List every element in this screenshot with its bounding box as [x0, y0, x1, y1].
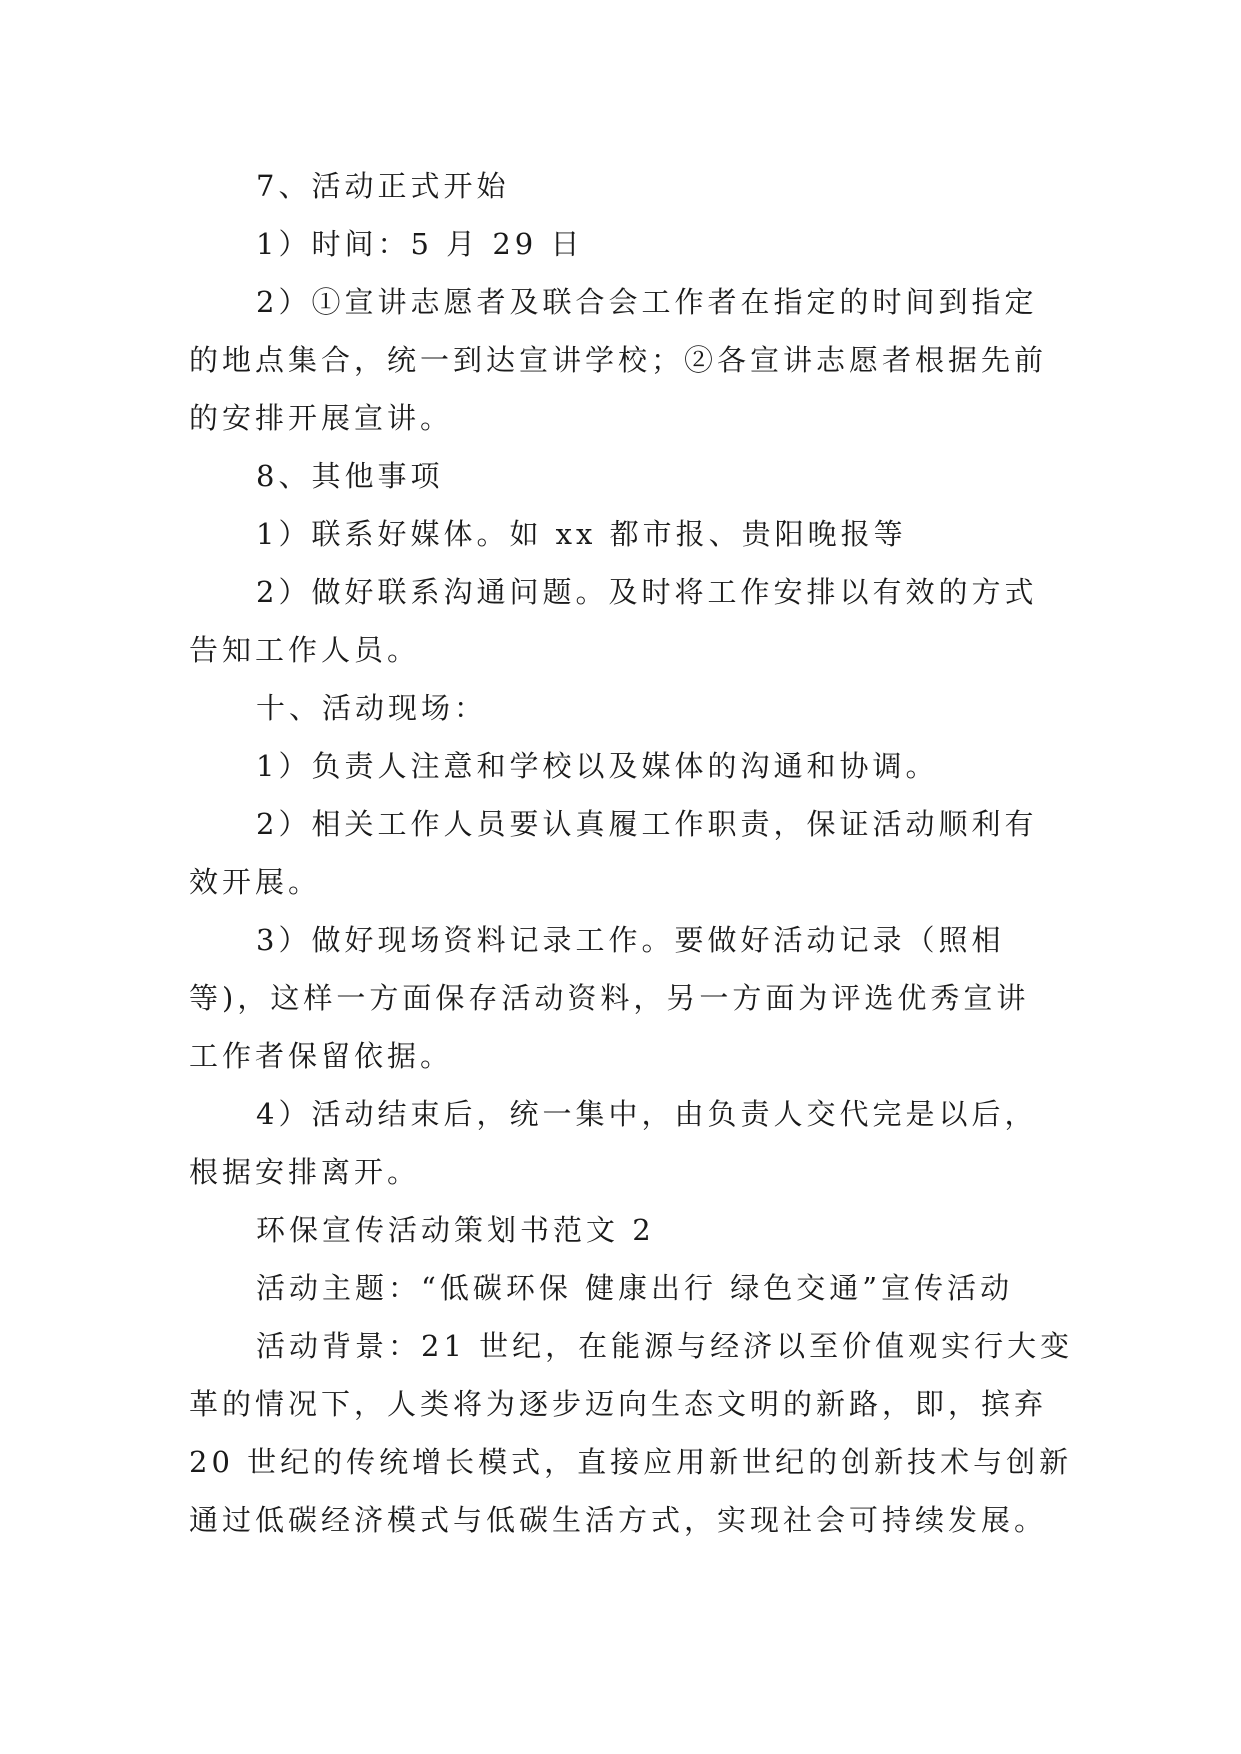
paragraph-line: 活动主题：“低碳环保 健康出行 绿色交通”宣传活动: [256, 1271, 1014, 1305]
section-heading-10: 十、活动现场：: [256, 691, 488, 725]
paragraph-line: 告知工作人员。: [189, 633, 421, 667]
section-heading-8: 8、其他事项: [256, 459, 444, 493]
paragraph-line: 根据安排离开。: [189, 1155, 421, 1189]
document-subtitle: 环保宣传活动策划书范文 2: [256, 1213, 655, 1247]
paragraph-line: 2）①宣讲志愿者及联合会工作者在指定的时间到指定: [256, 285, 1038, 319]
paragraph-line: 2）相关工作人员要认真履工作职责，保证活动顺利有: [256, 807, 1038, 841]
section-heading-7: 7、活动正式开始: [256, 169, 510, 203]
paragraph-line: 的安排开展宣讲。: [189, 401, 454, 435]
paragraph-line: 1）负责人注意和学校以及媒体的沟通和协调。: [256, 749, 939, 783]
paragraph-line: 3）做好现场资料记录工作。要做好活动记录（照相: [256, 923, 1005, 957]
paragraph-line: 等)，这样一方面保存活动资料，另一方面为评选优秀宣讲: [189, 981, 1030, 1015]
paragraph-line: 效开展。: [189, 865, 322, 899]
paragraph-line: 工作者保留依据。: [189, 1039, 454, 1073]
paragraph-line: 1）联系好媒体。如 xx 都市报、贵阳晚报等: [256, 517, 907, 551]
paragraph-line: 通过低碳经济模式与低碳生活方式，实现社会可持续发展。: [189, 1503, 1048, 1537]
paragraph-line: 活动背景：21 世纪，在能源与经济以至价值观实行大变: [256, 1329, 1074, 1363]
paragraph-line: 的地点集合，统一到达宣讲学校；②各宣讲志愿者根据先前: [189, 343, 1048, 377]
paragraph-line: 1）时间：5 月 29 日: [256, 227, 584, 261]
paragraph-line: 20 世纪的传统增长模式，直接应用新世纪的创新技术与创新: [189, 1445, 1073, 1479]
paragraph-line: 革的情况下，人类将为逐步迈向生态文明的新路，即，摈弃: [189, 1387, 1048, 1421]
paragraph-line: 4）活动结束后，统一集中，由负责人交代完是以后，: [256, 1097, 1038, 1131]
paragraph-line: 2）做好联系沟通问题。及时将工作安排以有效的方式: [256, 575, 1038, 609]
